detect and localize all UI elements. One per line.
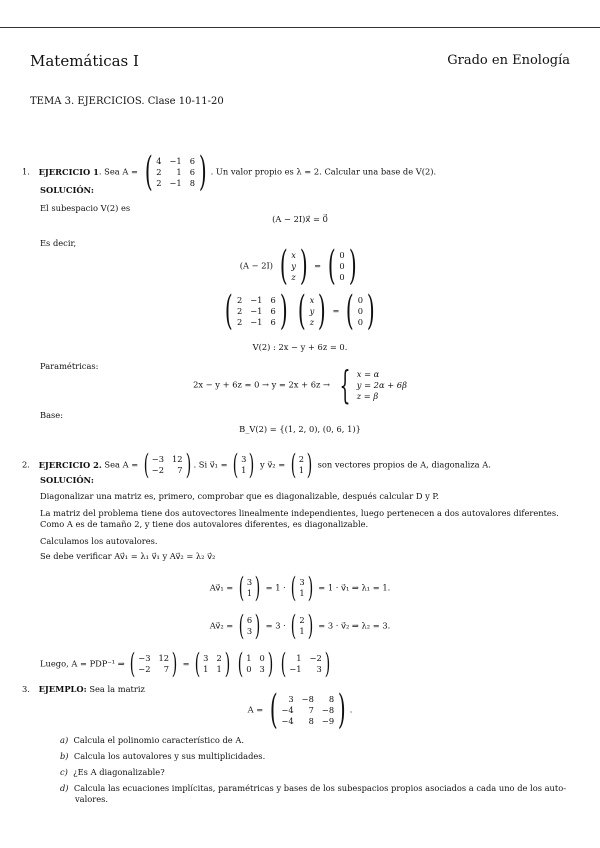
ex1-param-eq: 2x − y + 6z = 0 → y = 2x + 6z → { x = α y = 2α + 6β z = β [193, 363, 407, 407]
course-title: Matemáticas I [30, 52, 139, 70]
ex1-base-label: Base: [40, 410, 64, 420]
ex2-luego: Luego, A = PDP⁻¹ ⇒ ( −3 12 −2 7 ) = ( 3 2 1 1 ) ( 1 0 0 3 ) ( 1 −2 −1 3 ) [40, 647, 330, 680]
ex3-statement: 3. EJEMPLO: Sea la matriz [22, 684, 145, 694]
tema-title: TEMA 3. EJERCICIOS. Clase 10-11-20 [30, 96, 224, 107]
ex2-p3: Como A es de tamaño 2, y tiene dos autovalores diferentes, es diagonalizable. [40, 519, 369, 529]
ex1-subespacio: El subespacio V(2) es [40, 203, 131, 213]
ex1-statement: 1. EJERCICIO 1. Sea A = ( 4 −1 6 2 1 6 2 −1 8 ) . Un valor propio es λ = 2. Calcular una base de V(2). [22, 149, 437, 195]
ex2-p4: Calculamos los autovalores. [40, 536, 158, 546]
ex1-eq3: ( 2 −1 6 2 −1 6 2 −1 6 ) ( x y z ) = ( 0 0 0 ) [225, 288, 375, 334]
ex3-item-a: a) Calcula el polinomio característico de A. [60, 735, 244, 745]
ex2-p1: Diagonalizar una matriz es, primero, comprobar que es diagonalizable, después calcular D y P. [40, 491, 439, 501]
ex1-matrix-a: ( 4 −1 6 2 1 6 2 −1 8 ) [144, 149, 207, 195]
top-rule [0, 27, 600, 28]
ex1-esdecir: Es decir, [40, 238, 77, 248]
ex3-item-c: c) ¿Es A diagonalizable? [60, 767, 165, 777]
ex2-statement: 2. EJERCICIO 2. Sea A = ( −3 12 −2 7 ) . Si v⃗₁ = ( 3 1 ) y v⃗₂ = ( 2 1 ) son vectores propios de A, diagonaliza A. [22, 448, 491, 481]
ex2-eqb: Av⃗₂ = ( 6 3 ) = 3 · ( 2 1 ) = 3 · v⃗₂ ⇒ λ₂ = 3. [209, 609, 391, 642]
ex3-item-d-cont: valores. [75, 794, 109, 804]
degree-title: Grado en Enología [447, 53, 570, 68]
ex1-v2-eq: V(2) : 2x − y + 6z = 0. [252, 342, 348, 352]
ex2-p2: La matriz del problema tiene dos autovectores linealmente independientes, luego pertenecen a dos autovalores diferentes. [40, 508, 559, 518]
ex3-matrix: A = ( 3 −8 8 −4 7 −8 −4 8 −9 ) . [247, 687, 353, 733]
ex2-p5: Se debe verificar Av⃗₁ = λ₁ v⃗₁ y Av⃗₂ = λ₂ v⃗₂ [40, 551, 216, 561]
ex1-eq1: (A − 2I)x⃗ = 0⃗ [272, 214, 328, 224]
ex3-item-d: d) Calcula las ecuaciones implícitas, paramétricas y bases de los subespacios propios asociados a cada uno de los auto- [60, 783, 567, 793]
ex3-item-b: b) Calcula los autovalores y sus multiplicidades. [60, 751, 266, 761]
ex1-solucion: SOLUCIÓN: [40, 185, 94, 195]
ex1-parametricas-label: Paramétricas: [40, 361, 99, 371]
ex2-eqa: Av⃗₁ = ( 3 1 ) = 1 · ( 3 1 ) = 1 · v⃗₁ ⇒ λ₁ = 1. [209, 571, 391, 604]
ex2-solucion: SOLUCIÓN: [40, 475, 94, 485]
ex1-base: B_V(2) = {(1, 2, 0), (0, 6, 1)} [239, 424, 361, 434]
ex1-eq2: (A − 2I) ( x y z ) = ( 0 0 0 ) [239, 243, 357, 289]
